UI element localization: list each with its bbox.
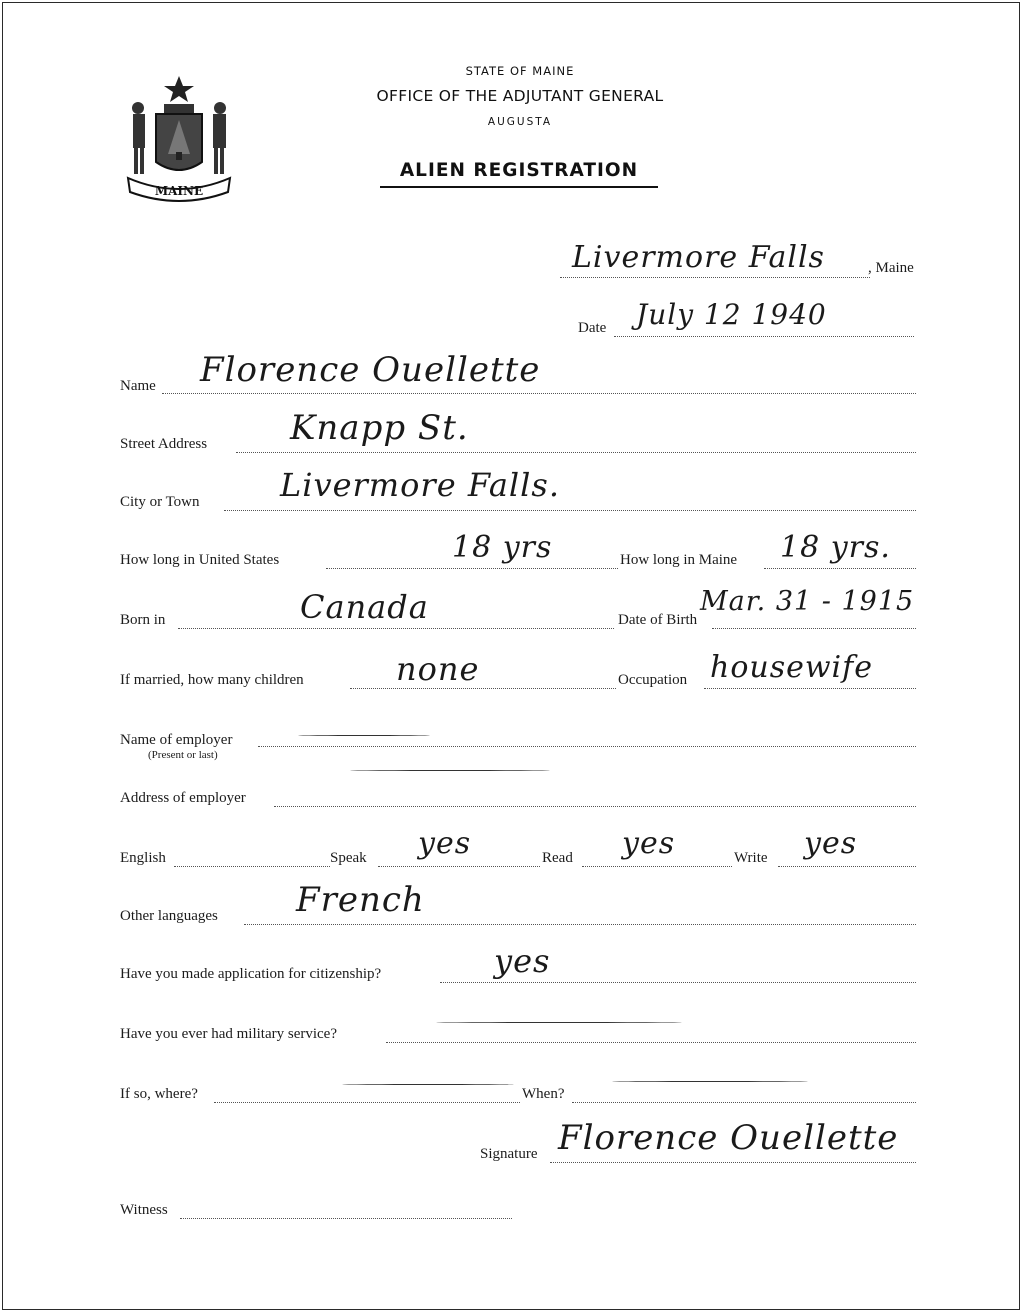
name-value: Florence Ouellette (200, 350, 541, 390)
date-label: Date (578, 320, 607, 336)
name-line (162, 393, 916, 394)
born-in-label: Born in (120, 612, 166, 628)
date-value: July 12 1940 (636, 298, 827, 331)
speak-label: Speak (330, 850, 367, 866)
employer-dash-2 (350, 770, 550, 771)
read-value: yes (622, 826, 676, 861)
header-office: OFFICE OF THE ADJUTANT GENERAL (376, 87, 664, 105)
occupation-line (704, 688, 916, 689)
header-city: AUGUSTA (487, 116, 553, 128)
how-long-us-line (326, 568, 618, 569)
speak-value: yes (418, 826, 472, 861)
military-dash (436, 1022, 682, 1023)
when-label: When? (522, 1086, 565, 1102)
write-line (778, 866, 916, 867)
how-long-maine-label: How long in Maine (620, 552, 738, 568)
children-label: If married, how many children (120, 672, 304, 688)
date-of-birth-value: Mar. 31 - 1915 (700, 586, 915, 617)
born-in-line (178, 628, 614, 629)
how-long-us-label: How long in United States (120, 552, 280, 568)
speak-line (378, 866, 540, 867)
other-languages-line (244, 924, 916, 925)
street-address-value: Knapp St. (290, 408, 469, 448)
employer-address-label: Address of employer (120, 790, 246, 806)
maine-state-seal (124, 74, 234, 206)
name-label: Name (120, 378, 156, 394)
citizenship-line (440, 982, 916, 983)
date-line (614, 336, 914, 337)
street-address-line (236, 452, 916, 453)
maine-suffix-label: , Maine (868, 260, 914, 276)
citizenship-value: yes (494, 942, 551, 980)
children-value: none (396, 650, 480, 688)
town-line (560, 277, 870, 278)
how-long-maine-line (764, 568, 916, 569)
read-line (582, 866, 732, 867)
date-of-birth-line (712, 628, 916, 629)
street-address-label: Street Address (120, 436, 208, 452)
employer-address-line (274, 806, 916, 807)
date-of-birth-label: Date of Birth (618, 612, 698, 628)
children-line (350, 688, 616, 689)
other-languages-value: French (296, 880, 425, 920)
occupation-value: housewife (710, 650, 873, 685)
how-long-maine-value: 18 yrs. (780, 530, 891, 565)
other-languages-label: Other languages (120, 908, 218, 924)
read-label: Read (542, 850, 573, 866)
witness-label: Witness (120, 1202, 168, 1218)
how-long-us-value: 18 yrs (452, 530, 553, 565)
employer-sublabel: (Present or last) (148, 749, 218, 761)
write-label: Write (734, 850, 768, 866)
employer-dash-1 (298, 735, 430, 736)
where-label: If so, where? (120, 1086, 198, 1102)
form-title: ALIEN REGISTRATION (399, 160, 639, 181)
city-value: Livermore Falls. (280, 466, 560, 504)
when-dash (612, 1081, 808, 1082)
english-label: English (120, 850, 166, 866)
when-line (572, 1102, 916, 1103)
employer-line (258, 746, 916, 747)
military-line (386, 1042, 916, 1043)
signature-label: Signature (480, 1146, 538, 1162)
witness-line (180, 1218, 512, 1219)
city-label: City or Town (120, 494, 200, 510)
employer-label: Name of employer (120, 732, 233, 748)
write-value: yes (804, 826, 858, 861)
signature-line (550, 1162, 916, 1163)
born-in-value: Canada (300, 588, 429, 626)
occupation-label: Occupation (618, 672, 688, 688)
title-underline (380, 186, 658, 188)
english-line (174, 866, 330, 867)
town-value: Livermore Falls (572, 240, 825, 275)
seal-banner-text: MAINE (154, 184, 204, 198)
header-state: STATE OF MAINE (465, 64, 575, 78)
city-line (224, 510, 916, 511)
military-label: Have you ever had military service? (120, 1026, 337, 1042)
signature-value: Florence Ouellette (558, 1118, 899, 1158)
where-line (214, 1102, 520, 1103)
citizenship-label: Have you made application for citizenship? (120, 966, 382, 982)
where-dash (342, 1084, 514, 1085)
